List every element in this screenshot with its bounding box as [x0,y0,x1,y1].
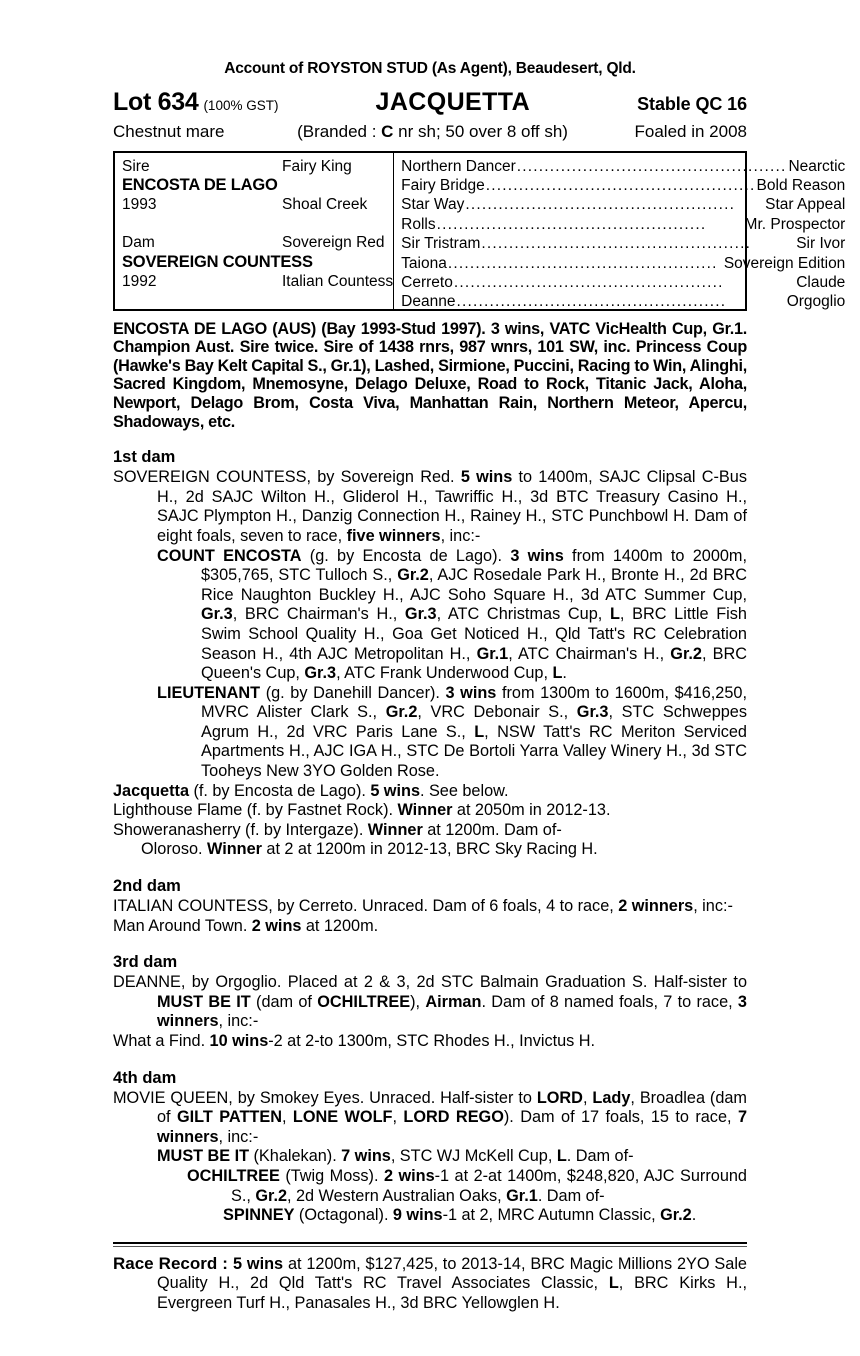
gen3-name: Deanne [401,293,456,311]
sire-summary: ENCOSTA DE LAGO (AUS) (Bay 1993-Stud 1997). 3 wins, VATC VicHealth Cup, Gr.1. Champion Aust. Sire twice. Sire of 1438 rnrs, 987 wnrs, 101 SW, inc. Princess Coup (Hawke's Bay Kelt Capital S., Gr.1), Lashed, Sirmione, Puccini, Racing to Win, Alinghi, Sacred Kingdom, Mnemosyne, Delago Deluxe, Road to Rock, Titanic Jack, Aloha, Newport, Delago Brom, Costa Viva, Manhattan Rain, Northern Meteor, Apercu, Shadoways, etc. [113,319,747,431]
dot-leader: ................................................. [485,176,756,194]
pedigree-row [122,272,393,291]
gen3-name: Sir Tristram [401,235,481,253]
sire-name: ENCOSTA DE LAGO [122,175,278,194]
dam-name: SOVEREIGN COUNTESS [122,252,313,271]
third-dam-heading: 3rd dam [113,953,178,972]
dam-label: Dam [122,234,155,252]
gen3-name: Fairy Bridge [401,176,485,194]
first-dam-heading: 1st dam [113,448,176,467]
gen3-parent: Mr. Prospector [744,215,846,233]
dam-dam: Italian Countess [282,272,394,290]
gen3-name: Star Way [401,196,465,214]
pedigree-row [122,176,393,195]
generation-row [401,254,845,273]
progeny-entry: Man Around Town. 2 wins at 1200m. [113,916,379,935]
progeny-sub-entry: OCHILTREE (Twig Moss). 2 wins-1 at 2-at 1400m, $248,820, AJC Surround S., Gr.2, 2d Western Australian Oaks, Gr.1. Dam of- [187,1166,747,1205]
progeny-sub-sub-entry: SPINNEY (Octagonal). 9 wins-1 at 2, MRC Autumn Classic, Gr.2. [223,1206,697,1225]
gen3-parent: Nearctic [788,157,846,175]
colour-sex: Chestnut mare [113,121,225,141]
gen3-parent: Orgoglio [786,293,846,311]
fourth-dam-text: MOVIE QUEEN, by Smokey Eyes. Unraced. Half-sister to LORD, Lady, Broadlea (dam of GILT PATTEN, LONE WOLF, LORD REGO). Dam of 17 foals, 15 to race, 7 winners, inc:- [113,1088,747,1146]
dot-leader: ................................................. [481,235,752,253]
gen3-parent: Sir Ivor [796,235,846,253]
dot-leader: ................................................. [447,254,718,272]
stable-label: Stable QC 16 [637,93,747,114]
progeny-entry: Jacquetta (f. by Encosta de Lago). 5 wins. See below. [113,781,509,800]
gen3-parent: Sovereign Edition [723,254,846,272]
dot-leader: ................................................. [465,196,736,214]
dot-leader: ................................................. [453,273,724,291]
gen3-parent: Claude [796,273,846,291]
race-record-title: Race Record : [113,1253,234,1273]
gen3-name: Taiona [401,254,447,272]
generation-row [401,157,845,176]
lot-header-line [113,88,747,117]
sire-sire: Fairy King [282,157,352,175]
race-record-body: 5 wins at 1200m, $127,425, to 2013-14, BRC Magic Millions 2YO Sale Quality H., 2d Qld Tatt's RC Travel Associates Classic, L, BRC Kirks H., Evergreen Turf H., Panasales H., 3d BRC Yellowglen H. [157,1254,747,1312]
pedigree-table [113,151,846,311]
dot-leader: ................................................. [436,215,707,233]
third-dam-text: DEANNE, by Orgoglio. Placed at 2 & 3, 2d STC Balmain Graduation S. Half-sister to MUST BE IT (dam of OCHILTREE), Airman. Dam of 8 named foals, 7 to race, 3 winners, inc:- [113,973,747,1031]
account-line: Account of ROYSTON STUD (As Agent), Beaudesert, Qld. [224,60,636,77]
lot-identifier [113,88,278,117]
sire-label: Sire [122,157,150,175]
progeny-entry: Lighthouse Flame (f. by Fastnet Rock). Winner at 2050m in 2012-13. [113,801,611,820]
sire-dam: Shoal Creek [282,195,368,213]
gst-note: (100% GST) [203,97,279,113]
brand-suffix: nr sh; 50 over 8 off sh) [393,121,568,141]
pedigree-left-column [115,153,394,309]
brand-mark: C [381,121,394,141]
dot-leader: ................................................. [516,157,787,175]
fourth-dam-heading: 4th dam [113,1068,177,1087]
pedigree-spacer [122,214,393,233]
lot-number: Lot 634 [113,87,199,116]
progeny-entry: Showeranasherry (f. by Intergaze). Winner at 1200m. Dam of- [113,820,562,839]
generation-row [401,176,845,195]
race-record [113,1254,747,1314]
pedigree-row [122,253,393,272]
generation-row [401,292,845,311]
gen3-name: Rolls [401,215,436,233]
dam-year: 1992 [122,272,157,290]
progeny-entry: COUNT ENCOSTA (g. by Encosta de Lago). 3 wins from 1400m to 2000m, $305,765, STC Tulloch S., Gr.2, AJC Rosedale Park H., Bronte H., 2d BRC Rice Naughton Buckley H., AJC Soho Square H., 3d ATC Summer Cup, Gr.3, BRC Chairman's H., Gr.3, ATC Christmas Cup, L, BRC Little Fish Swim School Quality H., Goa Get Noticed H., Qld Tatt's RC Celebration Season H., 4th AJC Metropolitan H., Gr.1, ATC Chairman's H., Gr.2, BRC Queen's Cup, Gr.3, ATC Frank Underwood Cup, L. [157,546,748,683]
foaled-year: Foaled in 2008 [634,121,747,141]
gen3-parent: Star Appeal [765,196,846,214]
dam-sire: Sovereign Red [282,234,385,252]
pedigree-row [122,157,393,176]
first-dam-text: SOVEREIGN COUNTESS, by Sovereign Red. 5 wins to 1400m, SAJC Clipsal C-Bus H., 2d SAJC Wilton H., Gliderol H., Tawriffic H., 3d BTC Treasury Casino H., SAJC Plympton H., Danzig Connection H., Rainey H., STC Punchbowl H. Dam of eight foals, seven to race, five winners, inc:- [113,468,747,545]
generation-row [401,215,845,234]
description-line [113,122,747,142]
progeny-sub-entry: Oloroso. Winner at 2 at 1200m in 2012-13, BRC Sky Racing H. [141,840,598,859]
brand-prefix: (Branded : [297,121,382,141]
generation-row [401,234,845,253]
generation-row [401,195,845,214]
pedigree-row [122,233,393,252]
brand-description [231,122,635,142]
gen3-parent: Bold Reason [756,176,846,194]
race-record-divider [113,1242,747,1247]
second-dam-heading: 2nd dam [113,877,181,896]
gen3-name: Cerreto [401,273,453,291]
horse-name: JACQUETTA [375,87,531,116]
progeny-entry: LIEUTENANT (g. by Danehill Dancer). 3 wins from 1300m to 1600m, $416,250, MVRC Alister Clark S., Gr.2, VRC Debonair S., Gr.3, STC Schweppes Agrum H., 2d VRC Paris Lane S., L, NSW Tatt's RC Meriton Serviced Apartments H., AJC IGA H., STC De Bortoli Yarra Valley Winery H., 3d STC Tooheys New 3YO Golden Rose. [157,683,748,781]
sire-year: 1993 [122,195,157,213]
gen3-name: Northern Dancer [401,157,516,175]
dot-leader: ................................................. [456,293,727,311]
pedigree-row [122,195,393,214]
progeny-entry: What a Find. 10 wins-2 at 2-to 1300m, STC Rhodes H., Invictus H. [113,1032,596,1050]
progeny-entry: MUST BE IT (Khalekan). 7 wins, STC WJ McKell Cup, L. Dam of- [157,1147,634,1166]
generation-row [401,273,845,292]
second-dam-text: ITALIAN COUNTESS, by Cerreto. Unraced. Dam of 6 foals, 4 to race, 2 winners, inc:- [113,897,733,916]
pedigree-right-column [394,153,852,309]
